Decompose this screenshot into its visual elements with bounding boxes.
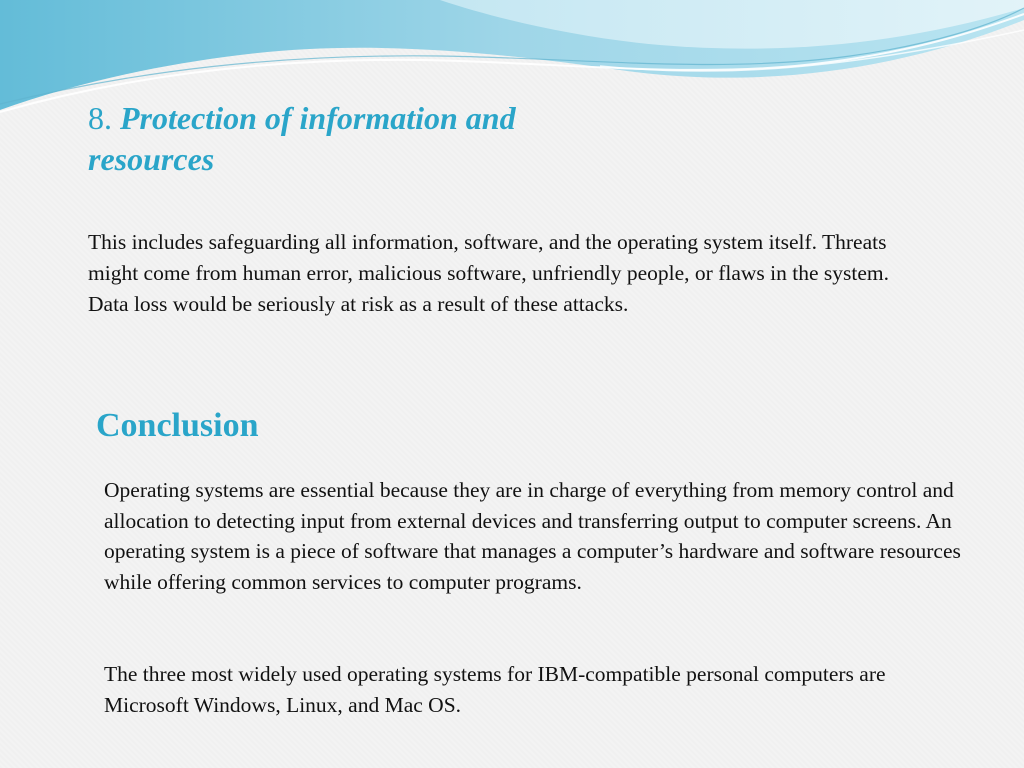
section-heading — [88, 98, 648, 180]
conclusion-paragraph-2: The three most widely used operating systems for IBM-compatible personal computers are Microsoft Windows, Linux, and Mac OS. — [104, 662, 886, 717]
conclusion-heading: Conclusion — [96, 407, 259, 444]
section-paragraph: This includes safeguarding all information, software, and the operating system itself. Threats might come from human error, malicious software, unfriendly people, or flaws in the system. Data loss would be seriously at risk as a result of these attacks. — [88, 230, 890, 316]
conclusion-paragraph-1: Operating systems are essential because they are in charge of everything from memory control and allocation to detecting input from external devices and transferring output to computer screens. An operating system is a piece of software that manages a computer’s hardware and software resources while offering common services to computer programs. — [104, 478, 961, 594]
section-number: 8. — [88, 100, 112, 136]
section-title: Protection of information and resources — [88, 100, 516, 177]
